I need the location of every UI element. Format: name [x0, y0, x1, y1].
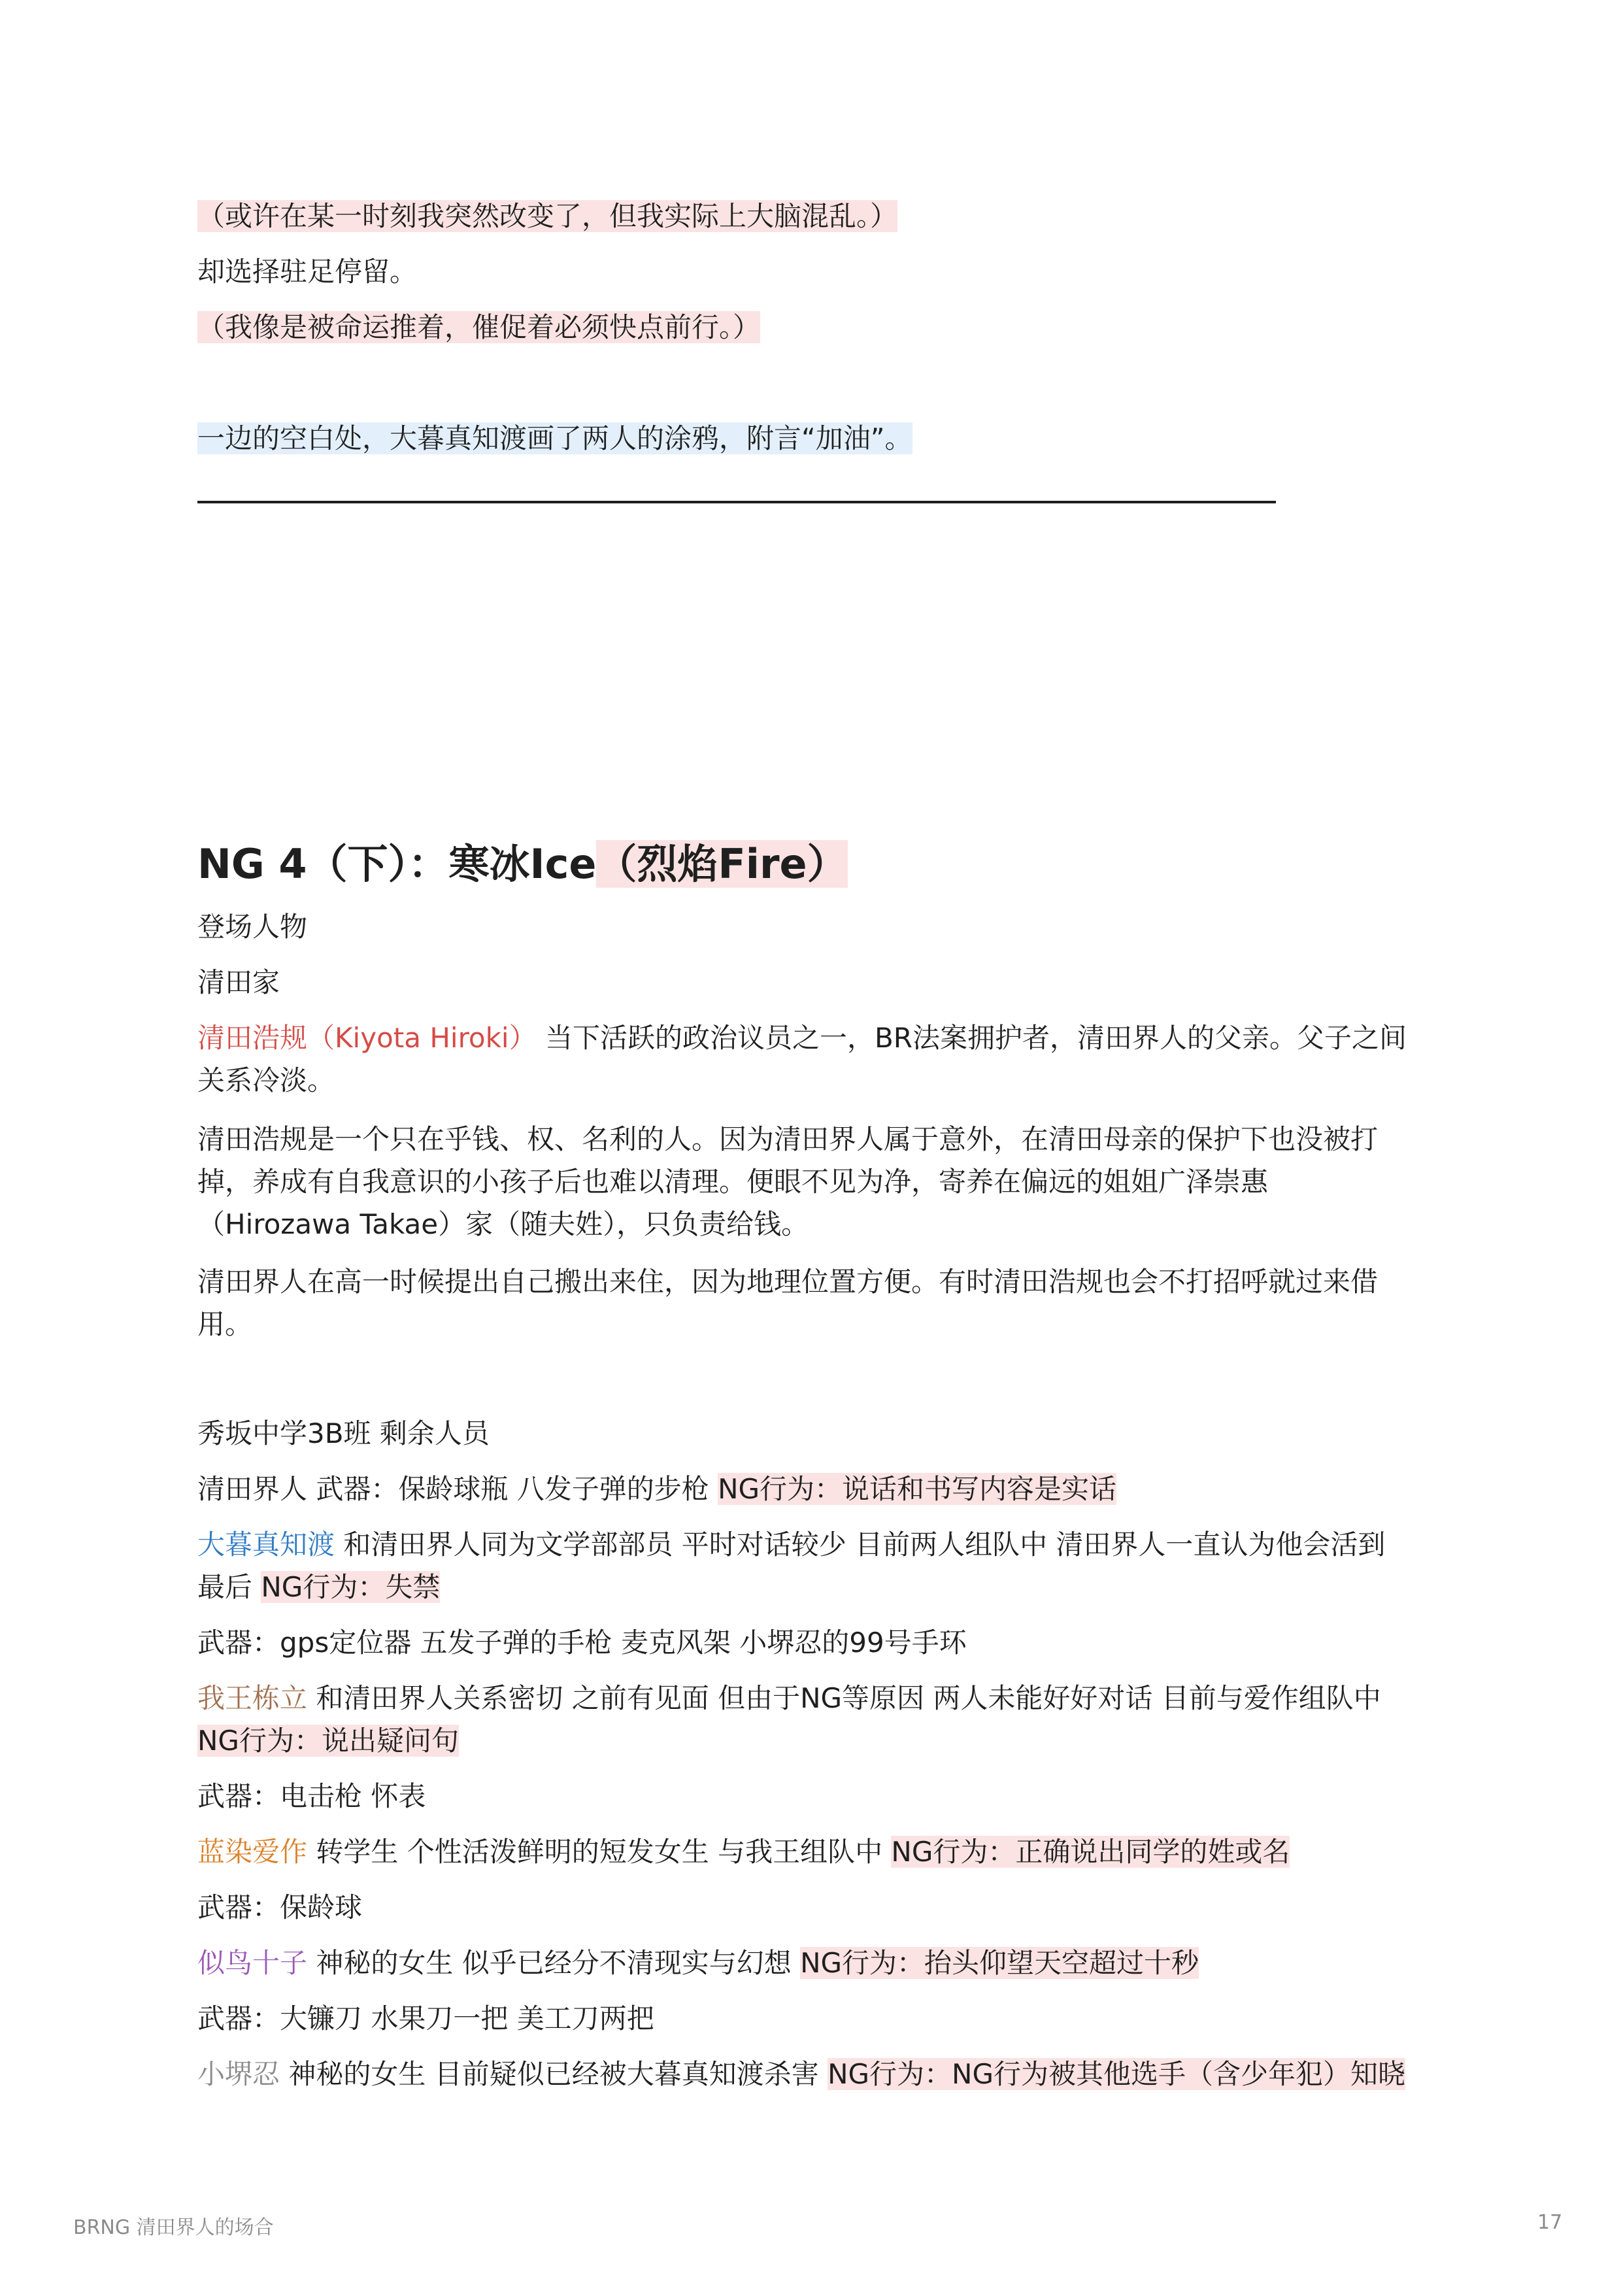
family-heading: 清田家 [197, 966, 280, 998]
member-waou-line-2: NG行为：说出疑问句 [197, 1725, 459, 1757]
member-aizome: 蓝染爱作 转学生 个性活泼鲜明的短发女生 与我王组队中 NG行为：正确说出同学的姓或名 [197, 1836, 1290, 1868]
intro-line-4: 一边的空白处，大暮真知渡画了两人的涂鸦，附言“加油”。 [197, 422, 912, 454]
para1-line-3: （Hirozawa Takae）家（随夫姓），只负责给钱。 [197, 1208, 809, 1240]
father-line-1: 清田浩规（Kiyota Hiroki） 当下活跃的政治议员之一，BR法案拥护者，清田界人的父亲。父子之间 [197, 1022, 1407, 1054]
member-shinobu: 小堺忍 神秘的女生 目前疑似已经被大暮真知渡杀害 NG行为：NG行为被其他选手（含少年犯）知晓 [197, 2058, 1406, 2090]
footer-title: BRNG 清田界人的场合 [73, 2216, 274, 2239]
member-aizome-weapon: 武器：保龄球 [197, 1891, 363, 1923]
intro-line-2: 却选择驻足停留。 [197, 256, 418, 288]
section-title: NG 4（下）：寒冰Ice（烈焰Fire） [197, 840, 848, 888]
member-waou-line-1: 我王栋立 和清田界人关系密切 之前有见面 但由于NG等原因 两人未能好好对话 目前与爱作组队中 [197, 1682, 1381, 1714]
member-nitori: 似鸟十子 神秘的女生 似乎已经分不清现实与幻想 NG行为：抬头仰望天空超过十秒 [197, 1947, 1199, 1979]
intro-line-1: （或许在某一时刻我突然改变了，但我实际上大脑混乱。） [197, 200, 898, 232]
para2-line-1: 清田界人在高一时候提出自己搬出来住，因为地理位置方便。有时清田浩规也会不打招呼就过来借 [197, 1266, 1379, 1298]
para2-line-2: 用。 [197, 1308, 253, 1340]
page-number: 17 [1537, 2211, 1563, 2234]
member-okure-line-1: 大暮真知渡 和清田界人同为文学部部员 平时对话较少 目前两人组队中 清田界人一直认为他会活到 [197, 1528, 1386, 1561]
class-heading: 秀坂中学3B班 剩余人员 [197, 1417, 490, 1449]
member-kaito: 清田界人 武器：保龄球瓶 八发子弹的步枪 NG行为：说话和书写内容是实话 [197, 1473, 1117, 1505]
para1-line-2: 掉，养成有自我意识的小孩子后也难以清理。便眼不见为净，寄养在偏远的姐姐广泽崇惠 [197, 1166, 1269, 1198]
cast-heading: 登场人物 [197, 911, 308, 943]
intro-line-3: （我像是被命运推着，催促着必须快点前行。） [197, 311, 761, 343]
member-nitori-weapon: 武器：大镰刀 水果刀一把 美工刀两把 [197, 2002, 654, 2034]
member-waou-weapon: 武器：电击枪 怀表 [197, 1780, 426, 1812]
father-line-2: 关系冷淡。 [197, 1064, 335, 1096]
member-okure-weapon: 武器：gps定位器 五发子弹的手枪 麦克风架 小堺忍的99号手环 [197, 1627, 967, 1659]
member-okure-line-2: 最后 NG行为：失禁 [197, 1571, 441, 1603]
para1-line-1: 清田浩规是一个只在乎钱、权、名利的人。因为清田界人属于意外，在清田母亲的保护下也没被打 [197, 1123, 1379, 1155]
horizontal-divider [197, 501, 1276, 503]
